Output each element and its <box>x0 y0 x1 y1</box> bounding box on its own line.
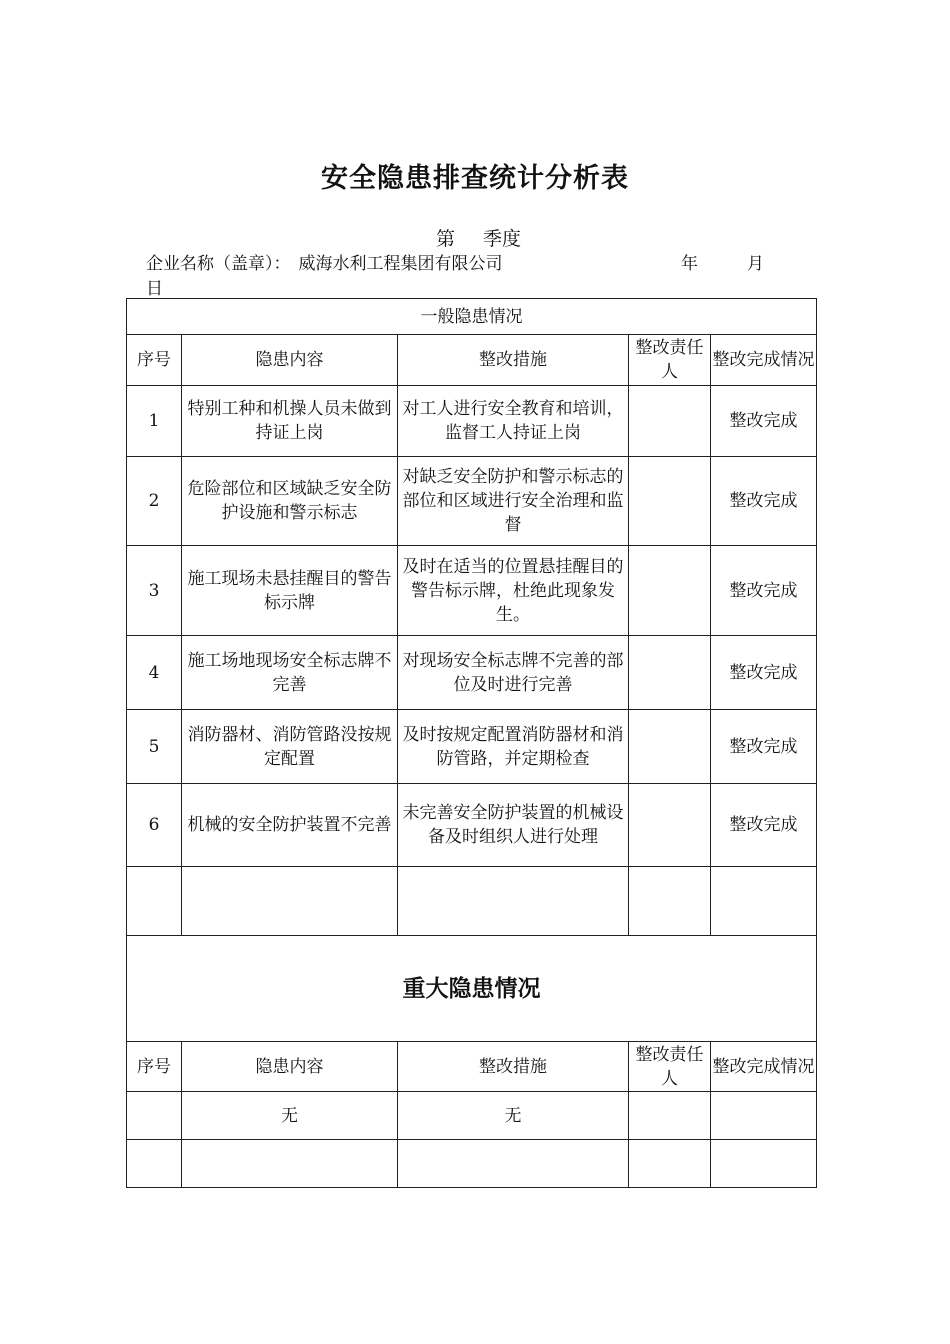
row-measure: 及时在适当的位置悬挂醒目的警告标示牌，杜绝此现象发生。 <box>398 546 629 636</box>
row-person <box>629 457 711 546</box>
row-content: 机械的安全防护装置不完善 <box>182 784 398 867</box>
row-no: 5 <box>127 710 182 784</box>
row-person <box>629 1092 711 1140</box>
header-content: 隐患内容 <box>182 1042 398 1092</box>
row-person <box>629 386 711 457</box>
major-section-row <box>127 936 817 1042</box>
row-person <box>629 710 711 784</box>
row-measure <box>398 1140 629 1188</box>
quarter-prefix: 第 <box>436 228 456 250</box>
table-row <box>127 710 817 784</box>
row-status: 整改完成 <box>711 710 817 784</box>
header-content: 隐患内容 <box>182 335 398 386</box>
table-row <box>127 546 817 636</box>
row-content: 消防器材、消防管路没按规定配置 <box>182 710 398 784</box>
page-title: 安全隐患排查统计分析表 <box>321 163 629 194</box>
major-header-row <box>127 1042 817 1092</box>
date-year: 年 <box>681 254 698 274</box>
header-measure: 整改措施 <box>398 1042 629 1092</box>
header-person: 整改责任人 <box>629 1042 711 1092</box>
row-measure <box>398 867 629 936</box>
row-measure: 及时按规定配置消防器材和消防管路，并定期检查 <box>398 710 629 784</box>
quarter-suffix: 季度 <box>483 228 522 250</box>
row-no: 4 <box>127 636 182 710</box>
header-person: 整改责任人 <box>629 335 711 386</box>
row-status: 整改完成 <box>711 636 817 710</box>
row-measure: 对现场安全标志牌不完善的部位及时进行完善 <box>398 636 629 710</box>
row-status <box>711 867 817 936</box>
date-day: 日 <box>146 279 163 299</box>
row-measure: 对工人进行安全教育和培训，监督工人持证上岗 <box>398 386 629 457</box>
row-person <box>629 546 711 636</box>
hazard-table <box>126 298 817 1188</box>
header-status: 整改完成情况 <box>711 1042 817 1092</box>
row-no <box>127 867 182 936</box>
row-status: 整改完成 <box>711 784 817 867</box>
date-month: 月 <box>747 254 764 274</box>
table-row <box>127 867 817 936</box>
header-status: 整改完成情况 <box>711 335 817 386</box>
header-no: 序号 <box>127 335 182 386</box>
row-person <box>629 784 711 867</box>
row-no: 3 <box>127 546 182 636</box>
row-status: 整改完成 <box>711 386 817 457</box>
header-no: 序号 <box>127 1042 182 1092</box>
row-status <box>711 1092 817 1140</box>
table-row <box>127 636 817 710</box>
row-content: 危险部位和区域缺乏安全防护设施和警示标志 <box>182 457 398 546</box>
row-no: 1 <box>127 386 182 457</box>
company-name: 威海水利工程集团有限公司 <box>298 254 503 274</box>
header-measure: 整改措施 <box>398 335 629 386</box>
row-content: 特别工种和机操人员未做到持证上岗 <box>182 386 398 457</box>
major-section-heading: 重大隐患情况 <box>127 936 817 1042</box>
row-person <box>629 1140 711 1188</box>
row-status: 整改完成 <box>711 457 817 546</box>
table-row <box>127 784 817 867</box>
row-no: 6 <box>127 784 182 867</box>
row-status: 整改完成 <box>711 546 817 636</box>
row-no <box>127 1140 182 1188</box>
row-content <box>182 1140 398 1188</box>
row-measure: 未完善安全防护装置的机械设备及时组织人进行处理 <box>398 784 629 867</box>
table-row <box>127 1140 817 1188</box>
row-person <box>629 867 711 936</box>
row-content <box>182 867 398 936</box>
general-section-heading: 一般隐患情况 <box>127 299 817 335</box>
row-no: 2 <box>127 457 182 546</box>
row-person <box>629 636 711 710</box>
table-row <box>127 457 817 546</box>
company-line <box>146 249 503 274</box>
row-content: 无 <box>182 1092 398 1140</box>
row-content: 施工场地现场安全标志牌不完善 <box>182 636 398 710</box>
row-measure: 无 <box>398 1092 629 1140</box>
table-row <box>127 1092 817 1140</box>
company-label: 企业名称（盖章）： <box>146 254 291 274</box>
row-content: 施工现场未悬挂醒目的警告标示牌 <box>182 546 398 636</box>
general-section-row <box>127 299 817 335</box>
table-row <box>127 386 817 457</box>
quarter-line <box>436 224 521 251</box>
row-status <box>711 1140 817 1188</box>
general-header-row <box>127 335 817 386</box>
row-no <box>127 1092 182 1140</box>
row-measure: 对缺乏安全防护和警示标志的部位和区域进行安全治理和监督 <box>398 457 629 546</box>
